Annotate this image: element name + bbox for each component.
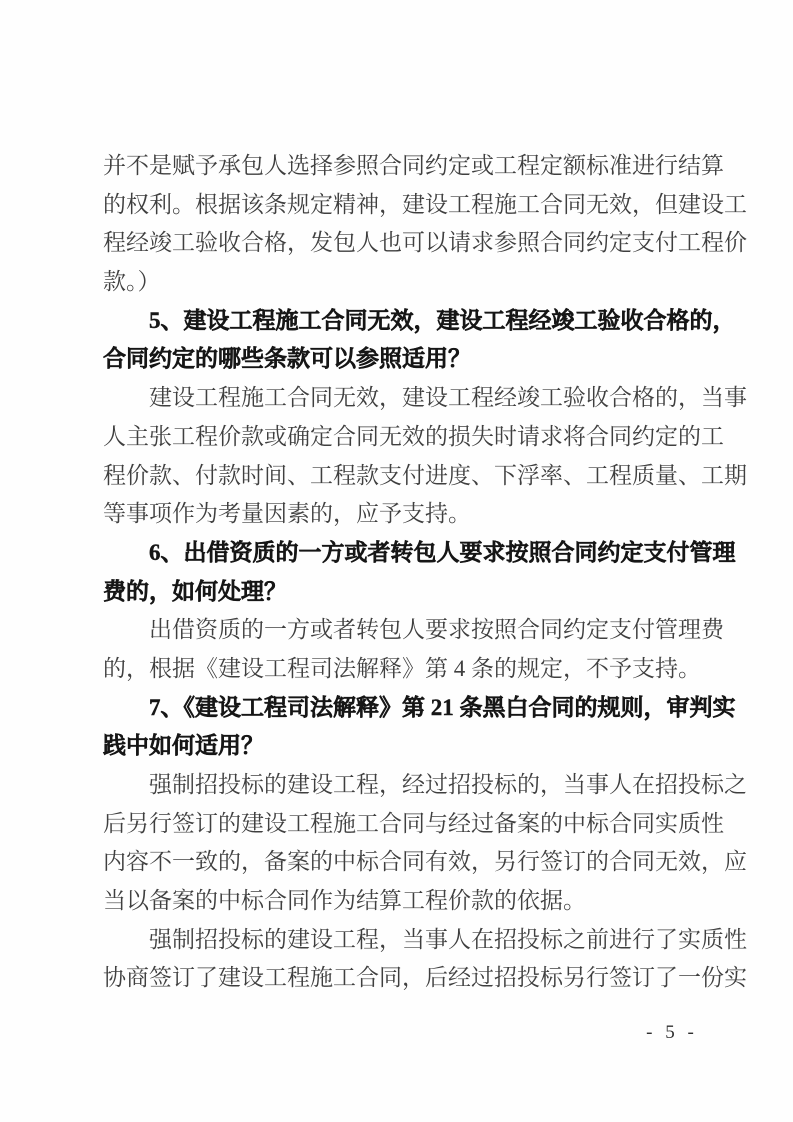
body-line: 等事项作为考量因素的，应予支持。 bbox=[103, 501, 471, 527]
body-line: 人主张工程价款或确定合同无效的损失时请求将合同约定的工 bbox=[103, 423, 724, 449]
heading-line: 5、建设工程施工合同无效，建设工程经竣工验收合格的， bbox=[149, 307, 736, 333]
body-line: 程价款、付款时间、工程款支付进度、下浮率、工程质量、工期 bbox=[103, 462, 747, 488]
body-line: 强制招投标的建设工程，当事人在招投标之前进行了实质性 bbox=[149, 926, 747, 952]
heading-line: 6、出借资质的一方或者转包人要求按照合同约定支付管理 bbox=[149, 539, 736, 565]
body-line: 程经竣工验收合格，发包人也可以请求参照合同约定支付工程价 bbox=[103, 230, 747, 256]
document-text bbox=[103, 147, 747, 998]
heading-line: 践中如何适用？ bbox=[103, 733, 264, 759]
body-line: 协商签订了建设工程施工合同，后经过招投标另行签订了一份实 bbox=[103, 965, 747, 991]
body-line: 后另行签订的建设工程施工合同与经过备案的中标合同实质性 bbox=[103, 810, 724, 836]
heading-line: 7、《建设工程司法解释》第 21 条黑白合同的规则，审判实 bbox=[149, 694, 736, 720]
body-line: 强制招投标的建设工程，经过招投标的，当事人在招投标之 bbox=[149, 772, 747, 797]
body-line: 内容不一致的，备案的中标合同有效，另行签订的合同无效，应 bbox=[103, 849, 747, 875]
body-line: 出借资质的一方或者转包人要求按照合同约定支付管理费 bbox=[149, 617, 724, 643]
heading-line: 费的，如何处理？ bbox=[103, 578, 287, 604]
body-line: 建设工程施工合同无效，建设工程经竣工验收合格的，当事 bbox=[149, 385, 747, 411]
heading-line: 合同约定的哪些条款可以参照适用？ bbox=[103, 346, 471, 372]
body-line: 的，根据《建设工程司法解释》第 4 条的规定，不予支持。 bbox=[103, 655, 701, 681]
body-line: 当以备案的中标合同作为结算工程价款的依据。 bbox=[103, 888, 586, 914]
body-line: 的权利。根据该条规定精神，建设工程施工合同无效，但建设工 bbox=[103, 191, 747, 217]
body-line: 款。） bbox=[103, 269, 161, 295]
body-line: 并不是赋予承包人选择参照合同约定或工程定额标准进行结算 bbox=[103, 153, 724, 178]
page-number: - 5 - bbox=[646, 1022, 698, 1043]
